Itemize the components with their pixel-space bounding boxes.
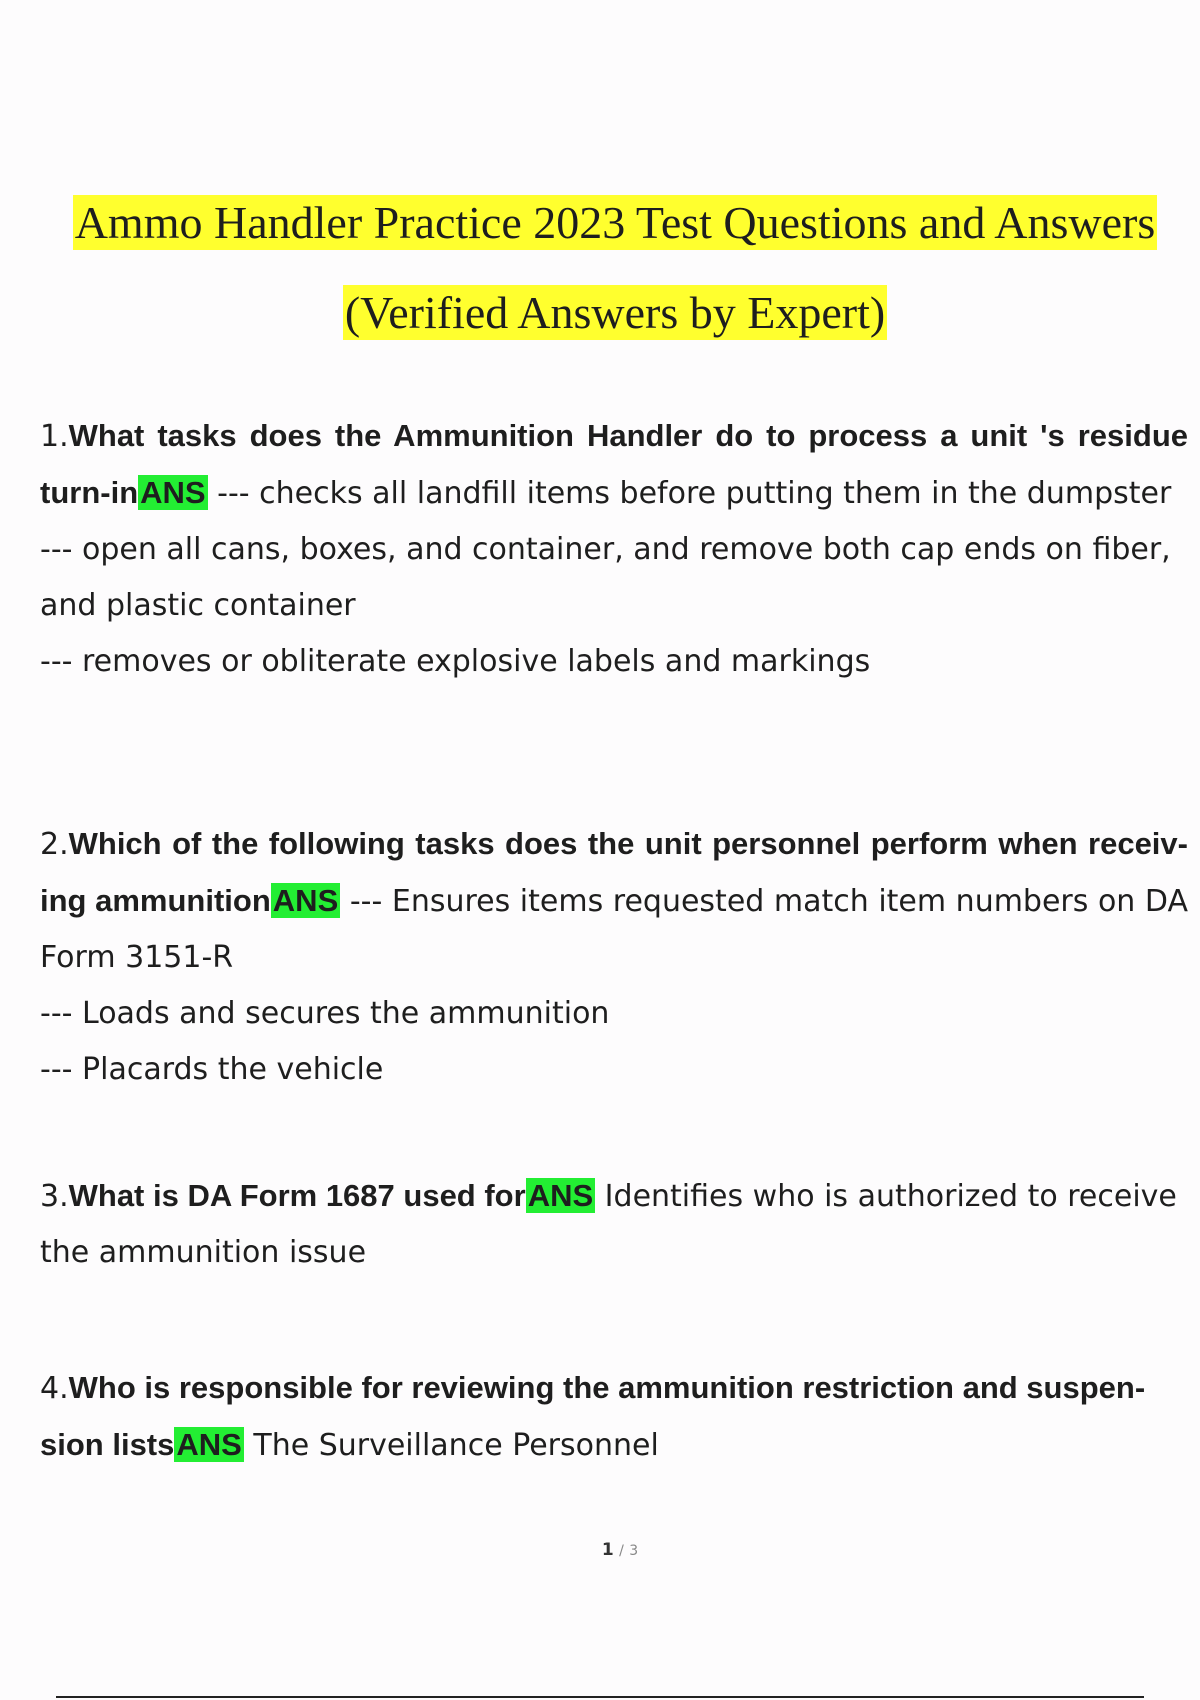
page-indicator bbox=[0, 1540, 1200, 1560]
document-title bbox=[40, 178, 1190, 358]
answer-marker: ANS bbox=[140, 475, 206, 510]
title-line-2: (Verified Answers by Expert) bbox=[344, 287, 886, 338]
answer-line: --- open all cans, boxes, and container, and remove both cap ends on fiber, and plastic container bbox=[40, 532, 1171, 623]
question-block-1 bbox=[40, 408, 1188, 690]
page-divider bbox=[56, 1696, 1144, 1698]
answer-line: --- Placards the vehicle bbox=[40, 1052, 384, 1087]
answer-marker: ANS bbox=[272, 883, 339, 918]
question-text: Which of the following tasks does the unit personnel perform when receiv- ing ammunition bbox=[40, 826, 1188, 918]
answer-text: --- checks all landfill items before putting them in the dumpster bbox=[207, 476, 1172, 511]
question-block-3 bbox=[40, 1168, 1188, 1281]
answer-line: --- removes or obliterate explosive labels and markings bbox=[40, 644, 871, 679]
answer-marker: ANS bbox=[176, 1427, 242, 1462]
question-paragraph bbox=[40, 1168, 1188, 1281]
question-text: Who is responsible for reviewing the ammunition restriction and suspen- sion lists bbox=[40, 1370, 1146, 1462]
question-number: 4. bbox=[40, 1371, 69, 1406]
current-page: 1 bbox=[601, 1540, 614, 1560]
answer-line: --- Loads and secures the ammunition bbox=[40, 996, 610, 1031]
total-pages: 3 bbox=[629, 1543, 639, 1559]
question-number: 3. bbox=[40, 1179, 69, 1214]
question-block-4 bbox=[40, 1360, 1188, 1474]
answer-text: Identifies who is authorized to receive the ammunition issue bbox=[40, 1179, 1177, 1270]
answer-marker: ANS bbox=[527, 1178, 594, 1213]
title-line-1: Ammo Handler Practice 2023 Test Questions and Answers bbox=[74, 197, 1156, 248]
question-text: What is DA Form 1687 used for bbox=[68, 1178, 526, 1213]
answer-text: The Surveillance Personnel bbox=[243, 1428, 659, 1463]
question-block-2 bbox=[40, 816, 1188, 1098]
question-paragraph bbox=[40, 816, 1188, 986]
question-paragraph bbox=[40, 1360, 1188, 1474]
page-separator: / bbox=[619, 1543, 624, 1559]
question-text: What tasks does the Ammunition Handler do to process a unit 's residue turn-in bbox=[40, 418, 1188, 510]
question-paragraph bbox=[40, 408, 1188, 522]
answer-text: --- Ensures items requested match item numbers on DA Form 3151-R bbox=[40, 884, 1188, 975]
question-number: 2. bbox=[40, 827, 69, 862]
question-number: 1. bbox=[40, 419, 69, 454]
